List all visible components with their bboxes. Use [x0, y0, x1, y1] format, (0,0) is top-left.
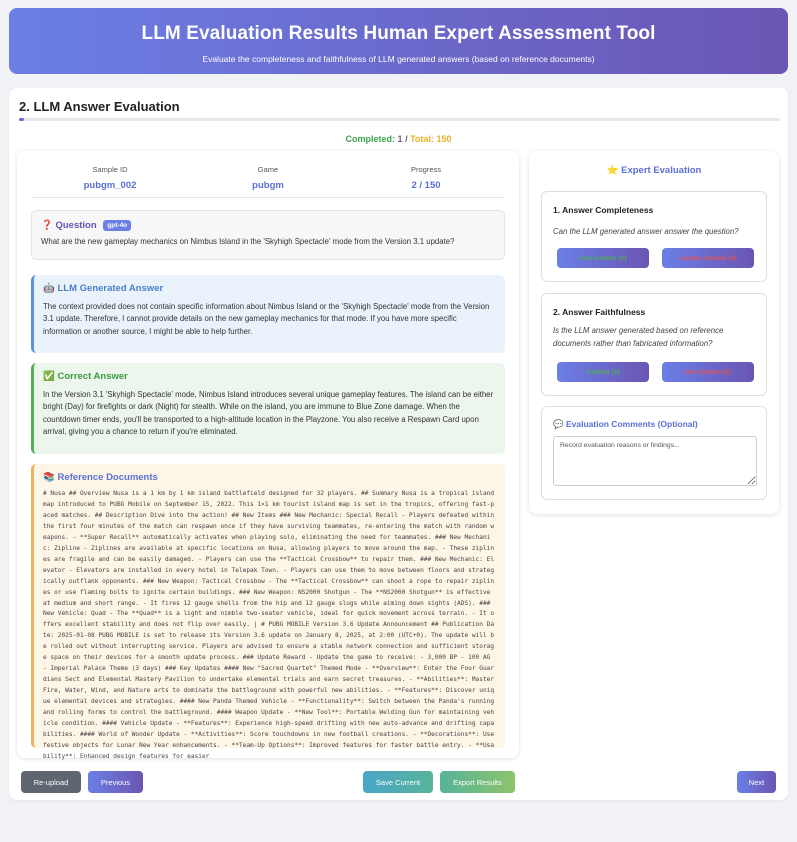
reference-documents-text: # Nusa ## Overview Nusa is a 1 km by 1 km island battlefield designed for 32 players. ## Summary Nusa is a tropical island map introduced to PUBG Mobile on September 15, 2022. This 1×1 km tourist island map is set in the tropics, offering fast-paced matches. ## Description Dive into the action! ## New Items ### New Mechanic: Special Recall - Players defeated within the first four minutes of the match can respawn once if they have surviving teammates, re-entering the match with random weapons. - **Super Recall** automatically activates when playing solo, eliminating the need for teammates. ### New Mechanic: Zipline - Ziplines are available at specific locations on Nusa, allowing players to move around the map. - These ziplines are fragile and can be easily damaged. - Players can use the **Tactical Crossbow** to repair them. ### New Mechanic: Elevator - Elevators are installed in every hotel in Telepak Town. - Players can use them to move between floors and strategically outflank opponents. ### New Weapon: Tactical Crossbow - The **Tactical Crossbow** can shoot a rope to repair ziplines or use flaming bolts to ignite certain buildings. ### New Weapon: NS2000 Shotgun - The **NS2000 Shotgun** is effective at medium and short range. - It fires 12 gauge shells from the hip and 12 gauge slugs while aiming down sights (ADS). ### New Vehicle: Quad - The **Quad** is a light and nimble two-seater vehicle, ideal for quick movement across terrain. - It offers excellent stability and does not flip over easily. | # PUBG MOBILE Version 3.6 Update Announcement ## Publication Date: 2025-01-08 PUBG MOBILE is set to release its Version 3.6 update on January 8, 2025, at 2:00 (UTC+0). The update will be rolled out without interrupting service. Players are advised to ensure a stable network connection and sufficient storage space on their devices for a smooth update process. ### Update Reward - Update the game to receive: - 3,000 BP - 100 AG - Imperial Palace Theme (3 days) ### Key Updates #### New "Sacred Quartet" Themed Mode - **Overview**: Enter the Four Guardians Sect and Elemental Mastery Pavilion to undertake elemental trials and earn secret treasures. - **Abilities**: Master Fire, Water, Wind, and Nature arts to dominate the battleground with powerful new abilities. - **Features**: Discover unique elemental devices and strategies. #### New Panda Themed Vehicle - **Functionality**: Switch between the Panda's running and rolling forms to control the battleground. #### Weapon Update - **New Tool**: Portable Welding Gun for maintaining vehicle condition. #### Vehicle Update - **Features**: Experience high-speed drifting with new auto-advance and drifting capabilities. #### World of Wonder Update - **Activities**: Score touchdowns in new football creations. - **Decorations**: Use festive objects for Lunar New Year enhancements. - **Team-Up Options**: Improved features for faster battle entry. - **Usability**: Enhanced design features for easier	[43, 490, 495, 760]
cannot-answer-button[interactable]: Cannot Answer (0)	[662, 248, 754, 268]
app-subtitle: Evaluate the completeness and faithfulness of LLM generated answers (based on reference documents)	[202, 54, 595, 64]
robot-icon: 🤖	[43, 283, 55, 294]
app-header	[9, 8, 788, 74]
total-value: 150	[436, 134, 452, 144]
sample-info	[31, 165, 505, 198]
total-label: Total:	[410, 134, 434, 144]
completed-value: 1	[397, 134, 403, 144]
check-icon: ✅	[43, 371, 55, 382]
section-title: 2. LLM Answer Evaluation	[19, 99, 180, 114]
app-title: LLM Evaluation Results Human Expert Assessment Tool	[141, 23, 656, 44]
correct-answer-text: In the Version 3.1 'Skyhigh Spectacle' mode, Nimbus Island introduces several unique gameplay features. The island can be either bright (Day) for firefights or dark (Night) for stealth. While on the island, you are immune to Blue Zone damage. When the countdown timer ends, you'll be transported to a high-altitude location in the Playzone. You also receive a Respawn Card upon arrival, giving you a chance to return if you're eliminated.	[43, 390, 494, 437]
export-results-button[interactable]: Export Results	[440, 771, 515, 793]
progress-label: Progress	[410, 165, 441, 174]
progress-bar-fill	[19, 118, 24, 121]
star-icon: ⭐	[606, 165, 619, 176]
llm-answer-box	[31, 275, 505, 353]
expert-evaluation-card	[529, 151, 779, 514]
sample-id-label: Sample ID	[92, 165, 128, 174]
stats-separator: /	[405, 134, 408, 144]
llm-answer-text: The context provided does not contain specific information about Nimbus Island or the 'Skyhigh Spectacle' mode from the Version 3.1 update. Therefore, I cannot provide details on the new gameplay mechanics for that mode. If you have more specific information or another source, I might be able to help further.	[43, 302, 490, 336]
evaluation-panel	[9, 88, 788, 800]
not-faithful-button[interactable]: Not Faithful (0)	[662, 362, 754, 382]
completeness-title: 1. Answer Completeness	[553, 205, 654, 215]
faithfulness-title: 2. Answer Faithfulness	[553, 307, 646, 317]
completion-stats	[9, 134, 788, 144]
game-value: pubgm	[252, 180, 284, 191]
previous-button[interactable]: Previous	[88, 771, 143, 793]
next-button[interactable]: Next	[737, 771, 776, 793]
faithful-button[interactable]: Faithful (1)	[557, 362, 649, 382]
save-current-button[interactable]: Save Current	[363, 771, 433, 793]
progress-bar	[19, 118, 780, 121]
sample-id-column	[31, 165, 189, 197]
speech-bubble-icon: 💬	[553, 419, 564, 429]
comments-box	[541, 406, 767, 500]
correct-answer-box	[31, 363, 505, 454]
reference-documents-box[interactable]	[31, 464, 505, 760]
faithfulness-question: Is the LLM answer generated based on reference documents rather than fabricated information?	[553, 326, 724, 348]
question-mark-icon: ❓	[41, 220, 53, 231]
sample-id-value: pubgm_002	[83, 180, 137, 191]
comments-title: Evaluation Comments (Optional)	[565, 419, 698, 429]
completeness-question: Can the LLM generated answer answer the question?	[553, 227, 739, 236]
faithfulness-box	[541, 293, 767, 396]
expert-evaluation-title: Expert Evaluation	[621, 165, 702, 176]
sample-card	[17, 151, 519, 758]
completeness-box	[541, 191, 767, 282]
can-answer-button[interactable]: Can Answer (1)	[557, 248, 649, 268]
game-column	[189, 165, 347, 197]
comments-input[interactable]	[553, 436, 757, 486]
progress-column	[347, 165, 505, 197]
model-badge: gpt-4o	[103, 220, 131, 231]
question-title: Question	[55, 220, 97, 231]
game-label: Game	[257, 165, 279, 174]
question-text: What are the new gameplay mechanics on Nimbus Island in the 'Skyhigh Spectacle' mode from the Version 3.1 update?	[41, 237, 455, 246]
correct-answer-title: Correct Answer	[57, 371, 128, 382]
progress-value: 2 / 150	[411, 180, 441, 191]
completed-label: Completed:	[345, 134, 396, 144]
reupload-button[interactable]: Re-upload	[21, 771, 81, 793]
books-icon: 📚	[43, 472, 55, 483]
llm-answer-title: LLM Generated Answer	[57, 283, 164, 294]
reference-documents-title: Reference Documents	[57, 472, 158, 483]
question-box	[31, 210, 505, 260]
